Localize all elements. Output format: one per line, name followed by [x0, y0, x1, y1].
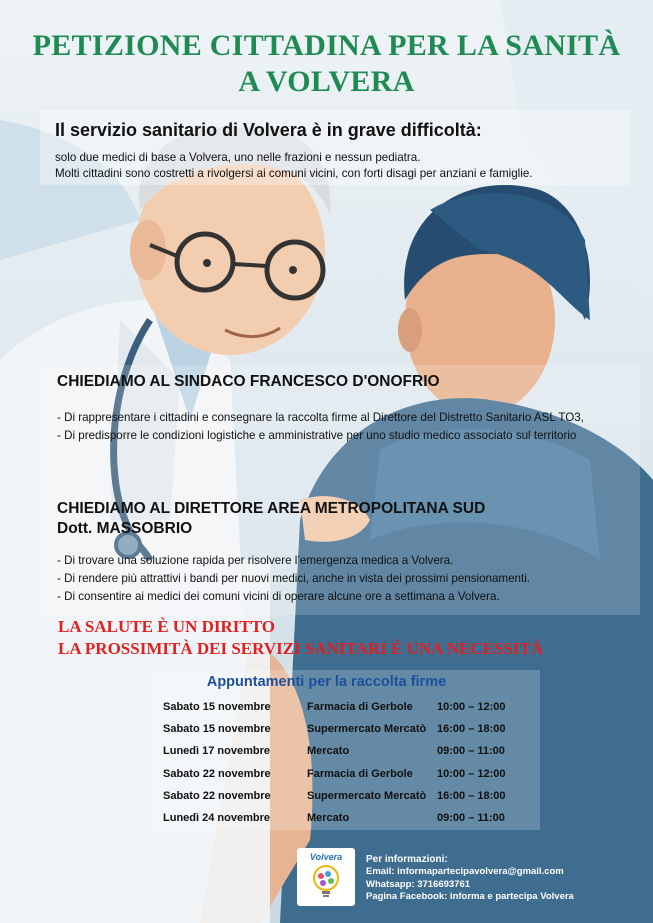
info-whatsapp: Whatsapp: 3716693761: [366, 878, 471, 890]
appointment-place: Farmacia di Gerbole: [307, 767, 413, 780]
appointment-place: Supermercato Mercatò: [307, 789, 427, 802]
intro-line-2: Molti cittadini sono costretti a rivolgersi ai comuni vicini, con forti disagi per anziani e famiglie.: [55, 167, 533, 180]
title-line-2: A VOLVERA: [238, 65, 415, 98]
intro-heading: Il servizio sanitario di Volvera è in grave difficoltà:: [55, 120, 482, 140]
appointment-date: Lunedì 24 novembre: [163, 812, 270, 825]
mayor-request-list: [57, 410, 632, 446]
table-row: [163, 807, 527, 829]
director-request-heading: [57, 499, 485, 539]
contact-info: [366, 854, 574, 904]
petition-title: [0, 28, 653, 100]
appointment-date: Sabato 15 novembre: [163, 701, 271, 714]
appointments-title: Appuntamenti per la raccolta firme: [206, 674, 447, 690]
appointment-time: 10:00 – 12:00: [437, 701, 506, 714]
volvera-logo: [297, 848, 355, 906]
appointment-place: Farmacia di Gerbole: [307, 701, 413, 714]
director-heading-line-2: Dott. MASSOBRIO: [57, 520, 193, 537]
mayor-request-heading: CHIEDIAMO AL SINDACO FRANCESCO D'ONOFRIO: [57, 373, 440, 390]
info-email: Email: informapartecipavolvera@gmail.com: [366, 866, 564, 878]
appointment-place: Mercato: [307, 745, 350, 758]
appointments-table: [163, 696, 527, 829]
intro-text: [55, 150, 645, 182]
director-request-list: [57, 553, 637, 607]
director-heading-line-1: CHIEDIAMO AL DIRETTORE AREA METROPOLITANA SUD: [57, 500, 486, 517]
appointment-date: Sabato 15 novembre: [163, 723, 271, 736]
list-item: - Di consentire ai medici dei comuni vicini di operare alcune ore a settimana a Volvera.: [57, 590, 500, 603]
slogan-line-2: LA PROSSIMITÀ DEI SERVIZI SANITARI È UNA NECESSITÀ: [58, 639, 544, 658]
list-item: - Di trovare una soluzione rapida per risolvere l’emergenza medica a Volvera.: [57, 554, 454, 567]
table-row: [163, 718, 527, 740]
intro-line-1: solo due medici di base a Volvera, uno nelle frazioni e nessun pediatra.: [55, 151, 421, 164]
list-item: - Di rappresentare i cittadini e consegnare la raccolta firme al Direttore del Distretto Sanitario ASL TO3,: [57, 411, 584, 424]
appointment-place: Mercato: [307, 812, 350, 825]
logo-word: Volvera: [309, 852, 343, 862]
appointment-time: 09:00 – 11:00: [437, 812, 505, 825]
appointment-date: Sabato 22 novembre: [163, 789, 271, 802]
appointment-time: 10:00 – 12:00: [437, 767, 506, 780]
appointment-date: Sabato 22 novembre: [163, 767, 271, 780]
info-heading: Per informazioni:: [366, 854, 448, 865]
table-row: [163, 740, 527, 762]
list-item: - Di predisporre le condizioni logistiche e amministrative per uno studio medico associato sul territorio: [57, 429, 577, 442]
table-row: [163, 696, 527, 718]
list-item: - Di rendere più attrattivi i bandi per nuovi medici, anche in vista dei prossimi pensionamenti.: [57, 572, 531, 585]
table-row: [163, 763, 527, 785]
appointment-time: 16:00 – 18:00: [437, 723, 506, 736]
appointment-time: 16:00 – 18:00: [437, 789, 506, 802]
appointment-date: Lunedì 17 novembre: [163, 745, 270, 758]
slogan-line-1: LA SALUTE È UN DIRITTO: [58, 617, 275, 636]
title-line-1: PETIZIONE CITTADINA PER LA SANITÀ: [32, 29, 621, 62]
appointment-time: 09:00 – 11:00: [437, 745, 505, 758]
appointment-place: Supermercato Mercatò: [307, 723, 427, 736]
table-row: [163, 785, 527, 807]
lightbulb-icon: [297, 848, 355, 906]
info-facebook: Pagina Facebook: informa e partecipa Volvera: [366, 891, 574, 903]
